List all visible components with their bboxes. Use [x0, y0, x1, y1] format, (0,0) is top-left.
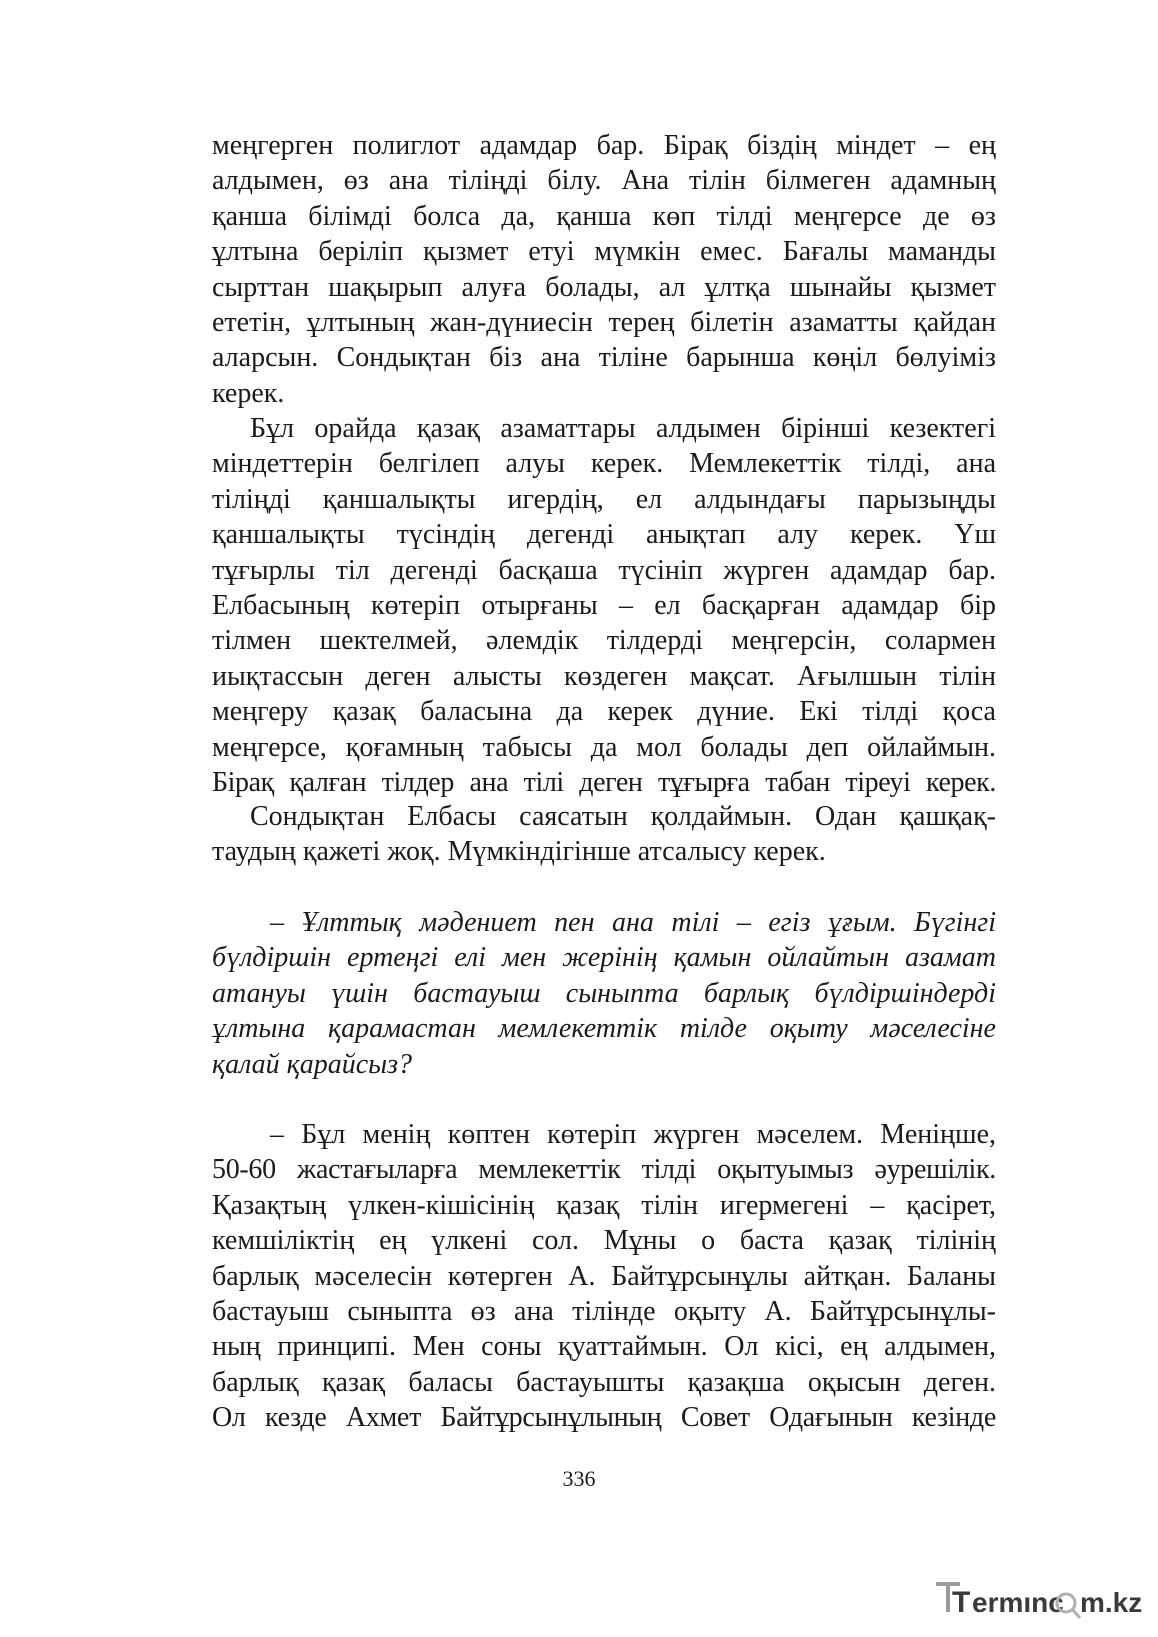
text-line: қаншалықты түсіндің дегенді анықтап алу керек. Үш — [212, 519, 996, 551]
watermark-text-right: m.kz — [1080, 1587, 1143, 1618]
text-line: ұлтына қарамастан мемлекеттік тілде оқыту мәселесіне — [212, 1013, 996, 1045]
text-line: таудың қажеті жоқ. Мүмкіндігінше атсалысу керек. — [212, 836, 826, 868]
text-line: Сондықтан Елбасы саясатын қолдаймын. Одан қашқақ- — [250, 801, 996, 832]
text-line: аларсын. Сондықтан біз ана тіліне барынша көңіл бөлуіміз — [212, 342, 996, 374]
watermark-text-left: T — [952, 1586, 971, 1619]
watermark-text-mid: ermınc — [972, 1587, 1064, 1618]
text-line: ның принципі. Мен соны қуаттаймын. Ол кісі, ең алдымен, — [212, 1331, 996, 1363]
text-line: атануы үшін бастауыш сыныпта барлық бүлдіршіндерді — [212, 977, 996, 1009]
watermark-logo — [936, 1578, 1146, 1624]
answer-paragraph — [212, 1117, 996, 1436]
question-paragraph — [212, 905, 996, 1082]
text-line: барлық мәселесін көтерген А. Байтұрсынұлы айтқан. Баланы — [212, 1260, 996, 1292]
text-line: 50-60 жастағыларға мемлекеттік тілді оқытуымыз әурешілік. — [212, 1154, 996, 1186]
text-line: тілмен шектелмей, әлемдік тілдерді меңгерсін, солармен — [212, 625, 996, 657]
text-line: барлық қазақ баласы бастауышты қазақша оқысын деген. — [212, 1366, 996, 1398]
text-line: Бірақ қалған тілдер ана тілі деген тұғырға табан тіреуі керек. — [212, 767, 996, 799]
text-line: Бұл орайда қазақ азаматтары алдымен бірінші кезектегі — [250, 413, 996, 444]
text-line: иықтассын деген алысты көздеген мақсат. Ағылшын тілін — [212, 660, 996, 692]
text-line: бастауыш сыныпта өз ана тілінде оқыту А. Байтұрсынұлы- — [212, 1296, 996, 1328]
text-line: қалай қарайсыз? — [212, 1048, 413, 1080]
text-line: бүлдіршін ертеңгі елі мен жерінің қамын ойлайтын азамат — [212, 942, 996, 974]
text-line: – Ұлттық мәдениет пен ана тілі – егіз ұғым. Бүгінгі — [270, 907, 996, 938]
paragraph-1 — [212, 128, 996, 411]
text-line: Елбасының көтеріп отырғаны – ел басқарған адамдар бір — [212, 590, 996, 622]
paragraph-2 — [212, 411, 996, 800]
watermark-logo-graphic — [936, 1578, 1146, 1624]
paragraph-3 — [212, 799, 996, 870]
text-line: тұғырлы тіл дегенді басқаша түсініп жүрген адамдар бар. — [212, 554, 996, 586]
text-line: тіліңді қаншалықты игердің, ел алдындағы парызыңды — [212, 483, 996, 515]
text-line: меңгерген полиглот адамдар бар. Бірақ біздің міндет – ең — [212, 130, 996, 161]
text-line: – Бұл менің көптен көтеріп жүрген мәселем. Меніңше, — [270, 1119, 996, 1150]
text-line: керек. — [212, 377, 285, 409]
text-line: Қазақтың үлкен-кішісінің қазақ тілін игермегені – қасірет, — [212, 1189, 996, 1221]
text-line: міндеттерін белгілеп алуы керек. Мемлекеттік тілді, ана — [212, 448, 996, 480]
text-line: меңгеру қазақ баласына да керек дүние. Екі тілді қоса — [212, 696, 996, 728]
text-line: ұлтына беріліп қызмет етуі мүмкін емес. Бағалы маманды — [212, 236, 996, 268]
page-number: 336 — [562, 1466, 596, 1491]
text-line: ететін, ұлтының жан-дүниесін терең білетін азаматты қайдан — [212, 307, 996, 339]
text-line: кемшіліктің ең үлкені сол. Мұны о баста қазақ тілінің — [212, 1225, 996, 1257]
text-line: меңгерсе, қоғамның табысы да мол болады деп ойлаймын. — [212, 731, 996, 763]
text-line: алдымен, өз ана тіліңді білу. Ана тілін білмеген адамның — [212, 165, 996, 197]
text-line: сырттан шақырып алуға болады, ал ұлтқа шынайы қызмет — [212, 271, 996, 303]
text-line: қанша білімді болса да, қанша көп тілді меңгерсе де өз — [212, 200, 996, 232]
text-line: Ол кезде Ахмет Байтұрсынұлының Совет Одағынын кезінде — [212, 1402, 996, 1434]
